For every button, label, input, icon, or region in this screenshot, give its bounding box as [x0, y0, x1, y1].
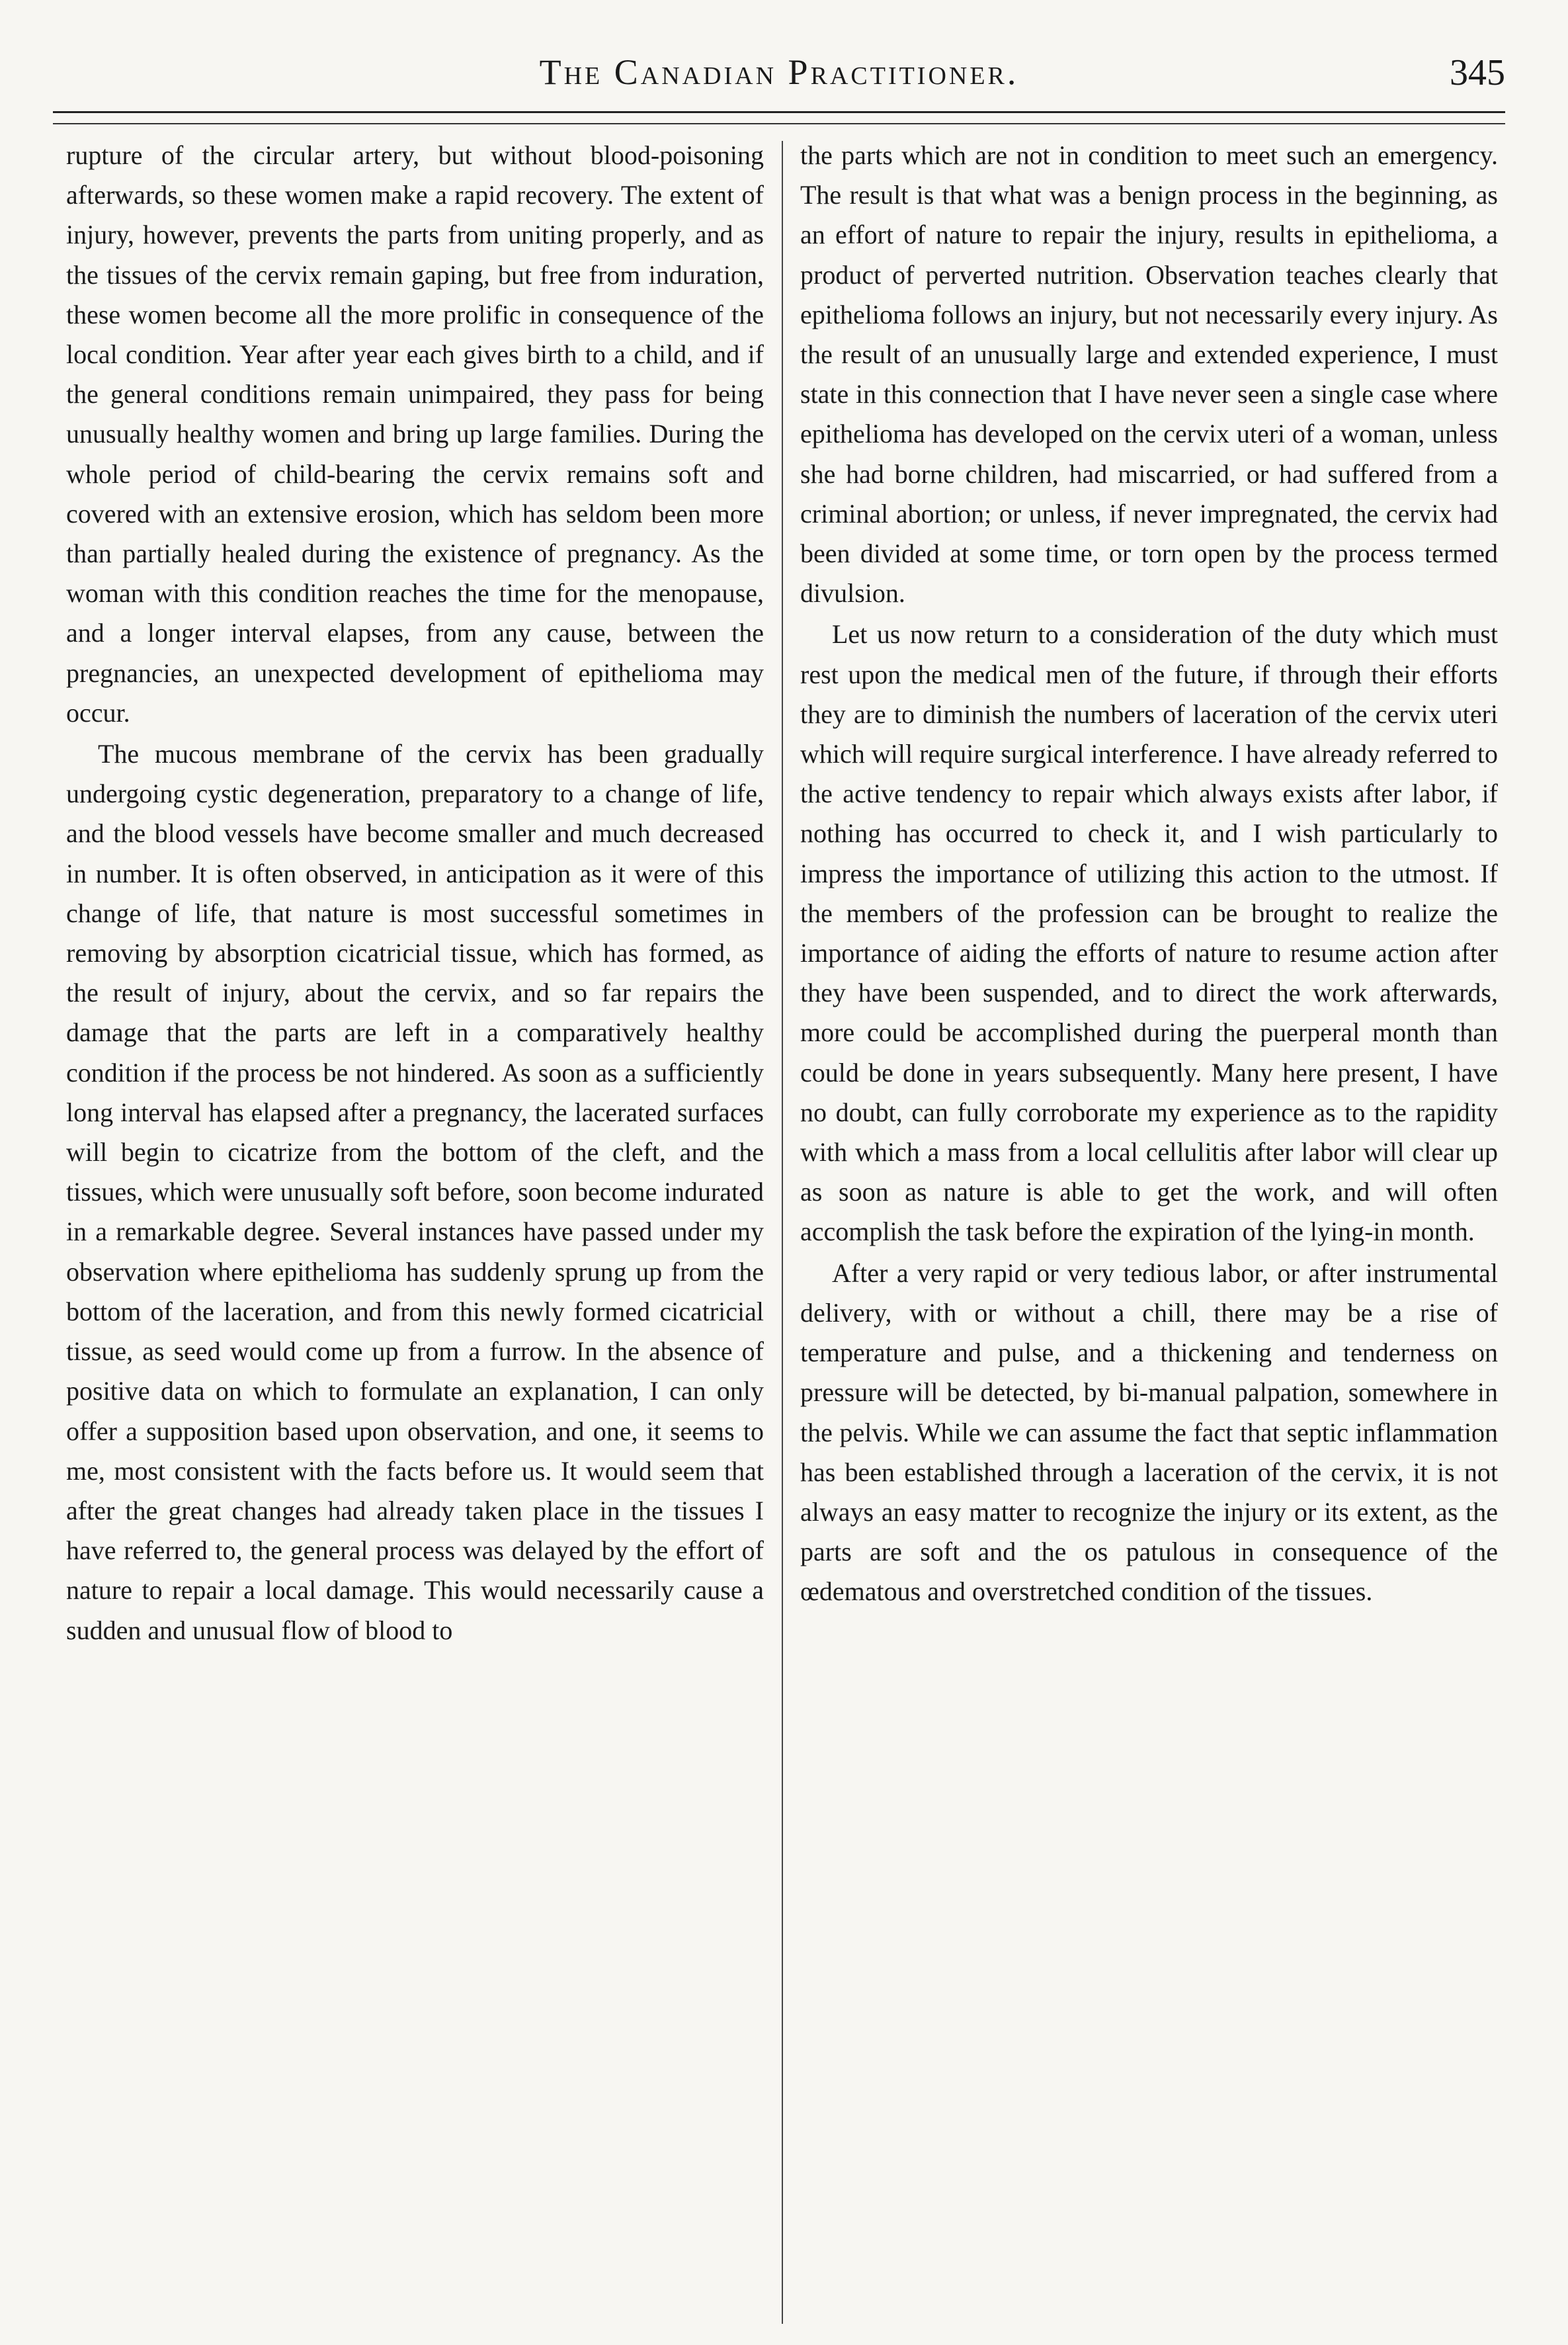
- header-rule: [53, 111, 1505, 113]
- paragraph: The mucous membrane of the cervix has been gradually undergoing cystic degeneration, preparatory to a change of life, and the blood vessels have become smaller and much decreased in number. It is often observed, in anticipation as it were of this change of life, that nature is most successful sometimes in removing by absorption cicatricial tissue, which has formed, as the result of injury, about the cervix, and so far repairs the damage that the parts are left in a comparatively healthy condition if the process be not hindered. As soon as a sufficiently long interval has elapsed after a pregnancy, the lacerated surfaces will begin to cicatrize from the bottom of the cleft, and the tissues, which were unusually soft before, soon become indurated in a remarkable degree. Several instances have passed under my observation where epithelioma has suddenly sprung up from the bottom of the laceration, and from this newly formed cicatricial tissue, as seed would come up from a furrow. In the absence of positive data on which to formulate an explanation, I can only offer a supposition based upon observation, and one, it seems to me, most consistent with the facts before us. It would seem that after the great changes had already taken place in the tissues I have referred to, the general process was delayed by the effort of nature to repair a local damage. This would necessarily cause a sudden and unusual flow of blood to: [66, 739, 764, 1645]
- paragraph: After a very rapid or very tedious labor, or after instrumental delivery, with or without a chill, there may be a rise of temperature and pulse, and a thickening and tenderness on pressure will be detected, by bi-manual palpation, somewhere in the pelvis. While we can assume the fact that septic inflammation has been established through a laceration of the cervix, it is not always an easy matter to recognize the injury or its extent, as the parts are soft and the os patulous in consequence of the œdematous and overstretched condition of the tissues.: [800, 1258, 1498, 1607]
- left-column: [66, 136, 764, 2325]
- paragraph: the parts which are not in condition to meet such an emergency. The result is that what was a benign process in the beginning, as an effort of nature to repair the injury, results in epithelioma, a product of perverted nutrition. Observation teaches clearly that epithelioma follows an injury, but not necessarily every injury. As the result of an unusually large and extended experience, I must state in this connection that I have never seen a single case where epithelioma has developed on the cervix uteri of a woman, unless she had borne children, had miscarried, or had suffered from a criminal abortion; or unless, if never impregnated, the cervix had been divided at some time, or torn open by the process termed divulsion.: [800, 140, 1498, 609]
- right-column: [800, 136, 1498, 2325]
- page-number: 345: [1450, 52, 1505, 93]
- paragraph: Let us now return to a consideration of the duty which must rest upon the medical men of the future, if through their efforts they are to diminish the numbers of laceration of the cervix uteri which will require surgical interference. I have already referred to the active tendency to repair which always exists after labor, if nothing has occurred to check it, and I wish particularly to impress the importance of utilizing this action to the utmost. If the members of the profession can be brought to realize the importance of aiding the efforts of nature to resume action after they have been suspended, and to direct the work afterwards, more could be accomplished during the puerperal month than could be done in years subsequently. Many here present, I have no doubt, can fully corroborate my experience as to the rapidity with which a mass from a local cellulitis after labor will clear up as soon as nature is able to get the work, and will often accomplish the task before the expiration of the lying-in month.: [800, 619, 1498, 1247]
- journal-title: The Canadian Practitioner.: [539, 52, 1019, 92]
- column-divider: [782, 141, 783, 2324]
- page-header: [53, 52, 1505, 111]
- paragraph: rupture of the circular artery, but without blood-poisoning afterwards, so these women make a rapid recovery. The extent of injury, however, prevents the parts from uniting properly, and as the tissues of the cervix remain gaping, but free from induration, these women become all the more prolific in consequence of the local condition. Year after year each gives birth to a child, and if the general conditions remain unimpaired, they pass for being unusually healthy women and bring up large families. During the whole period of child-bearing the cervix remains soft and covered with an extensive erosion, which has seldom been more than partially healed during the existence of pregnancy. As the woman with this condition reaches the time for the menopause, and a longer interval elapses, from any cause, between the pregnancies, an unexpected development of epithelioma may occur.: [66, 140, 764, 728]
- header-rule-lower: [53, 123, 1505, 124]
- article-body: [66, 136, 1498, 2335]
